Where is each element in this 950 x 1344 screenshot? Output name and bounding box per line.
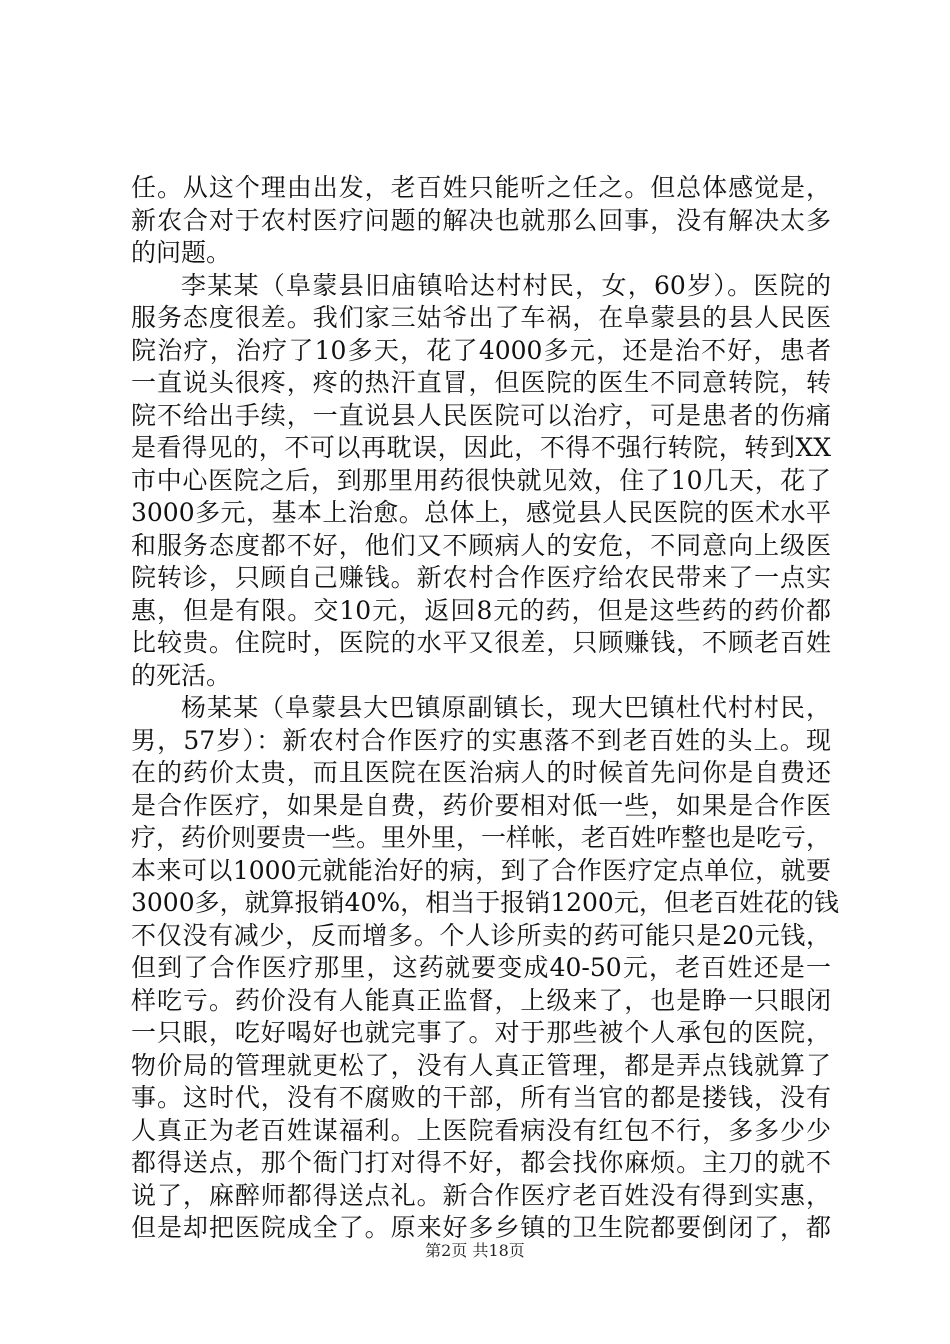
text-line: 事。这时代，没有不腐败的干部，所有当官的都是搂钱，没有 <box>131 1083 831 1112</box>
text-line: 比较贵。住院时，医院的水平又很差，只顾赚钱，不顾老百姓 <box>131 628 831 657</box>
text-line: 但是却把医院成全了。原来好多乡镇的卫生院都要倒闭了，都 <box>131 1213 831 1242</box>
text-line: 市中心医院之后，到那里用药很快就见效，住了10几天，花了 <box>131 465 831 495</box>
text-line: 服务态度很差。我们家三姑爷出了车祸，在阜蒙县的县人民医 <box>131 303 831 332</box>
text-line: 样吃亏。药价没有人能真正监督，上级来了，也是睁一只眼闭 <box>131 985 831 1015</box>
text-line: 李某某（阜蒙县旧庙镇哈达村村民，女，60岁）。医院的 <box>181 270 831 300</box>
text-line: 院转诊，只顾自己赚钱。新农村合作医疗给农民带来了一点实 <box>131 563 831 592</box>
text-line: 物价局的管理就更松了，没有人真正管理，都是弄点钱就算了 <box>131 1050 831 1080</box>
text-line: 新农合对于农村医疗问题的解决也就那么回事，没有解决太多 <box>131 205 831 235</box>
text-line: 的问题。 <box>131 238 232 267</box>
text-line: 但到了合作医疗那里，这药就要变成40-50元，老百姓还是一 <box>131 953 831 982</box>
body-text <box>131 172 839 1245</box>
text-line: 一只眼，吃好喝好也就完事了。对于那些被个人承包的医院， <box>131 1018 831 1047</box>
text-line: 人真正为老百姓谋福利。上医院看病没有红包不行，多多少少 <box>131 1115 831 1145</box>
text-line: 惠，但是有限。交10元，返回8元的药，但是这些药的药价都 <box>131 595 831 625</box>
page-footer: 第2页 共18页 <box>425 1241 525 1260</box>
text-line: 说了，麻醉师都得送点礼。新合作医疗老百姓没有得到实惠， <box>131 1180 831 1210</box>
text-line: 疗，药价则要贵一些。里外里，一样帐，老百姓咋整也是吃亏， <box>131 823 832 852</box>
text-line: 是看得见的，不可以再耽误，因此，不得不强行转院，转到XX <box>131 433 831 462</box>
text-line: 是合作医疗，如果是自费，药价要相对低一些，如果是合作医 <box>131 790 831 820</box>
text-line: 院治疗，治疗了10多天，花了4000多元，还是治不好，患者 <box>131 335 831 365</box>
text-line: 任。从这个理由出发，老百姓只能听之任之。但总体感觉是， <box>131 173 831 202</box>
text-line: 一直说头很疼，疼的热汗直冒，但医院的医生不同意转院，转 <box>131 368 831 397</box>
text-line: 3000多，就算报销40%，相当于报销1200元，但老百姓花的钱 <box>131 888 839 917</box>
text-line: 男，57岁）：新农村合作医疗的实惠落不到老百姓的头上。现 <box>131 725 831 755</box>
text-line: 3000多元，基本上治愈。总体上，感觉县人民医院的医术水平 <box>131 498 831 527</box>
text-line: 在的药价太贵，而且医院在医治病人的时候首先问你是自费还 <box>131 758 831 787</box>
text-line: 和服务态度都不好，他们又不顾病人的安危，不同意向上级医 <box>131 530 831 560</box>
text-line: 院不给出手续，一直说县人民医院可以治疗，可是患者的伤痛 <box>131 400 831 430</box>
text-line: 都得送点，那个衙门打对得不好，都会找你麻烦。主刀的就不 <box>131 1148 831 1177</box>
text-line: 的死活。 <box>131 660 232 690</box>
text-line: 本来可以1000元就能治好的病，到了合作医疗定点单位，就要 <box>131 855 831 885</box>
text-line: 不仅没有减少，反而增多。个人诊所卖的药可能只是20元钱， <box>131 920 831 950</box>
text-line: 杨某某（阜蒙县大巴镇原副镇长，现大巴镇杜代村村民， <box>181 693 831 722</box>
